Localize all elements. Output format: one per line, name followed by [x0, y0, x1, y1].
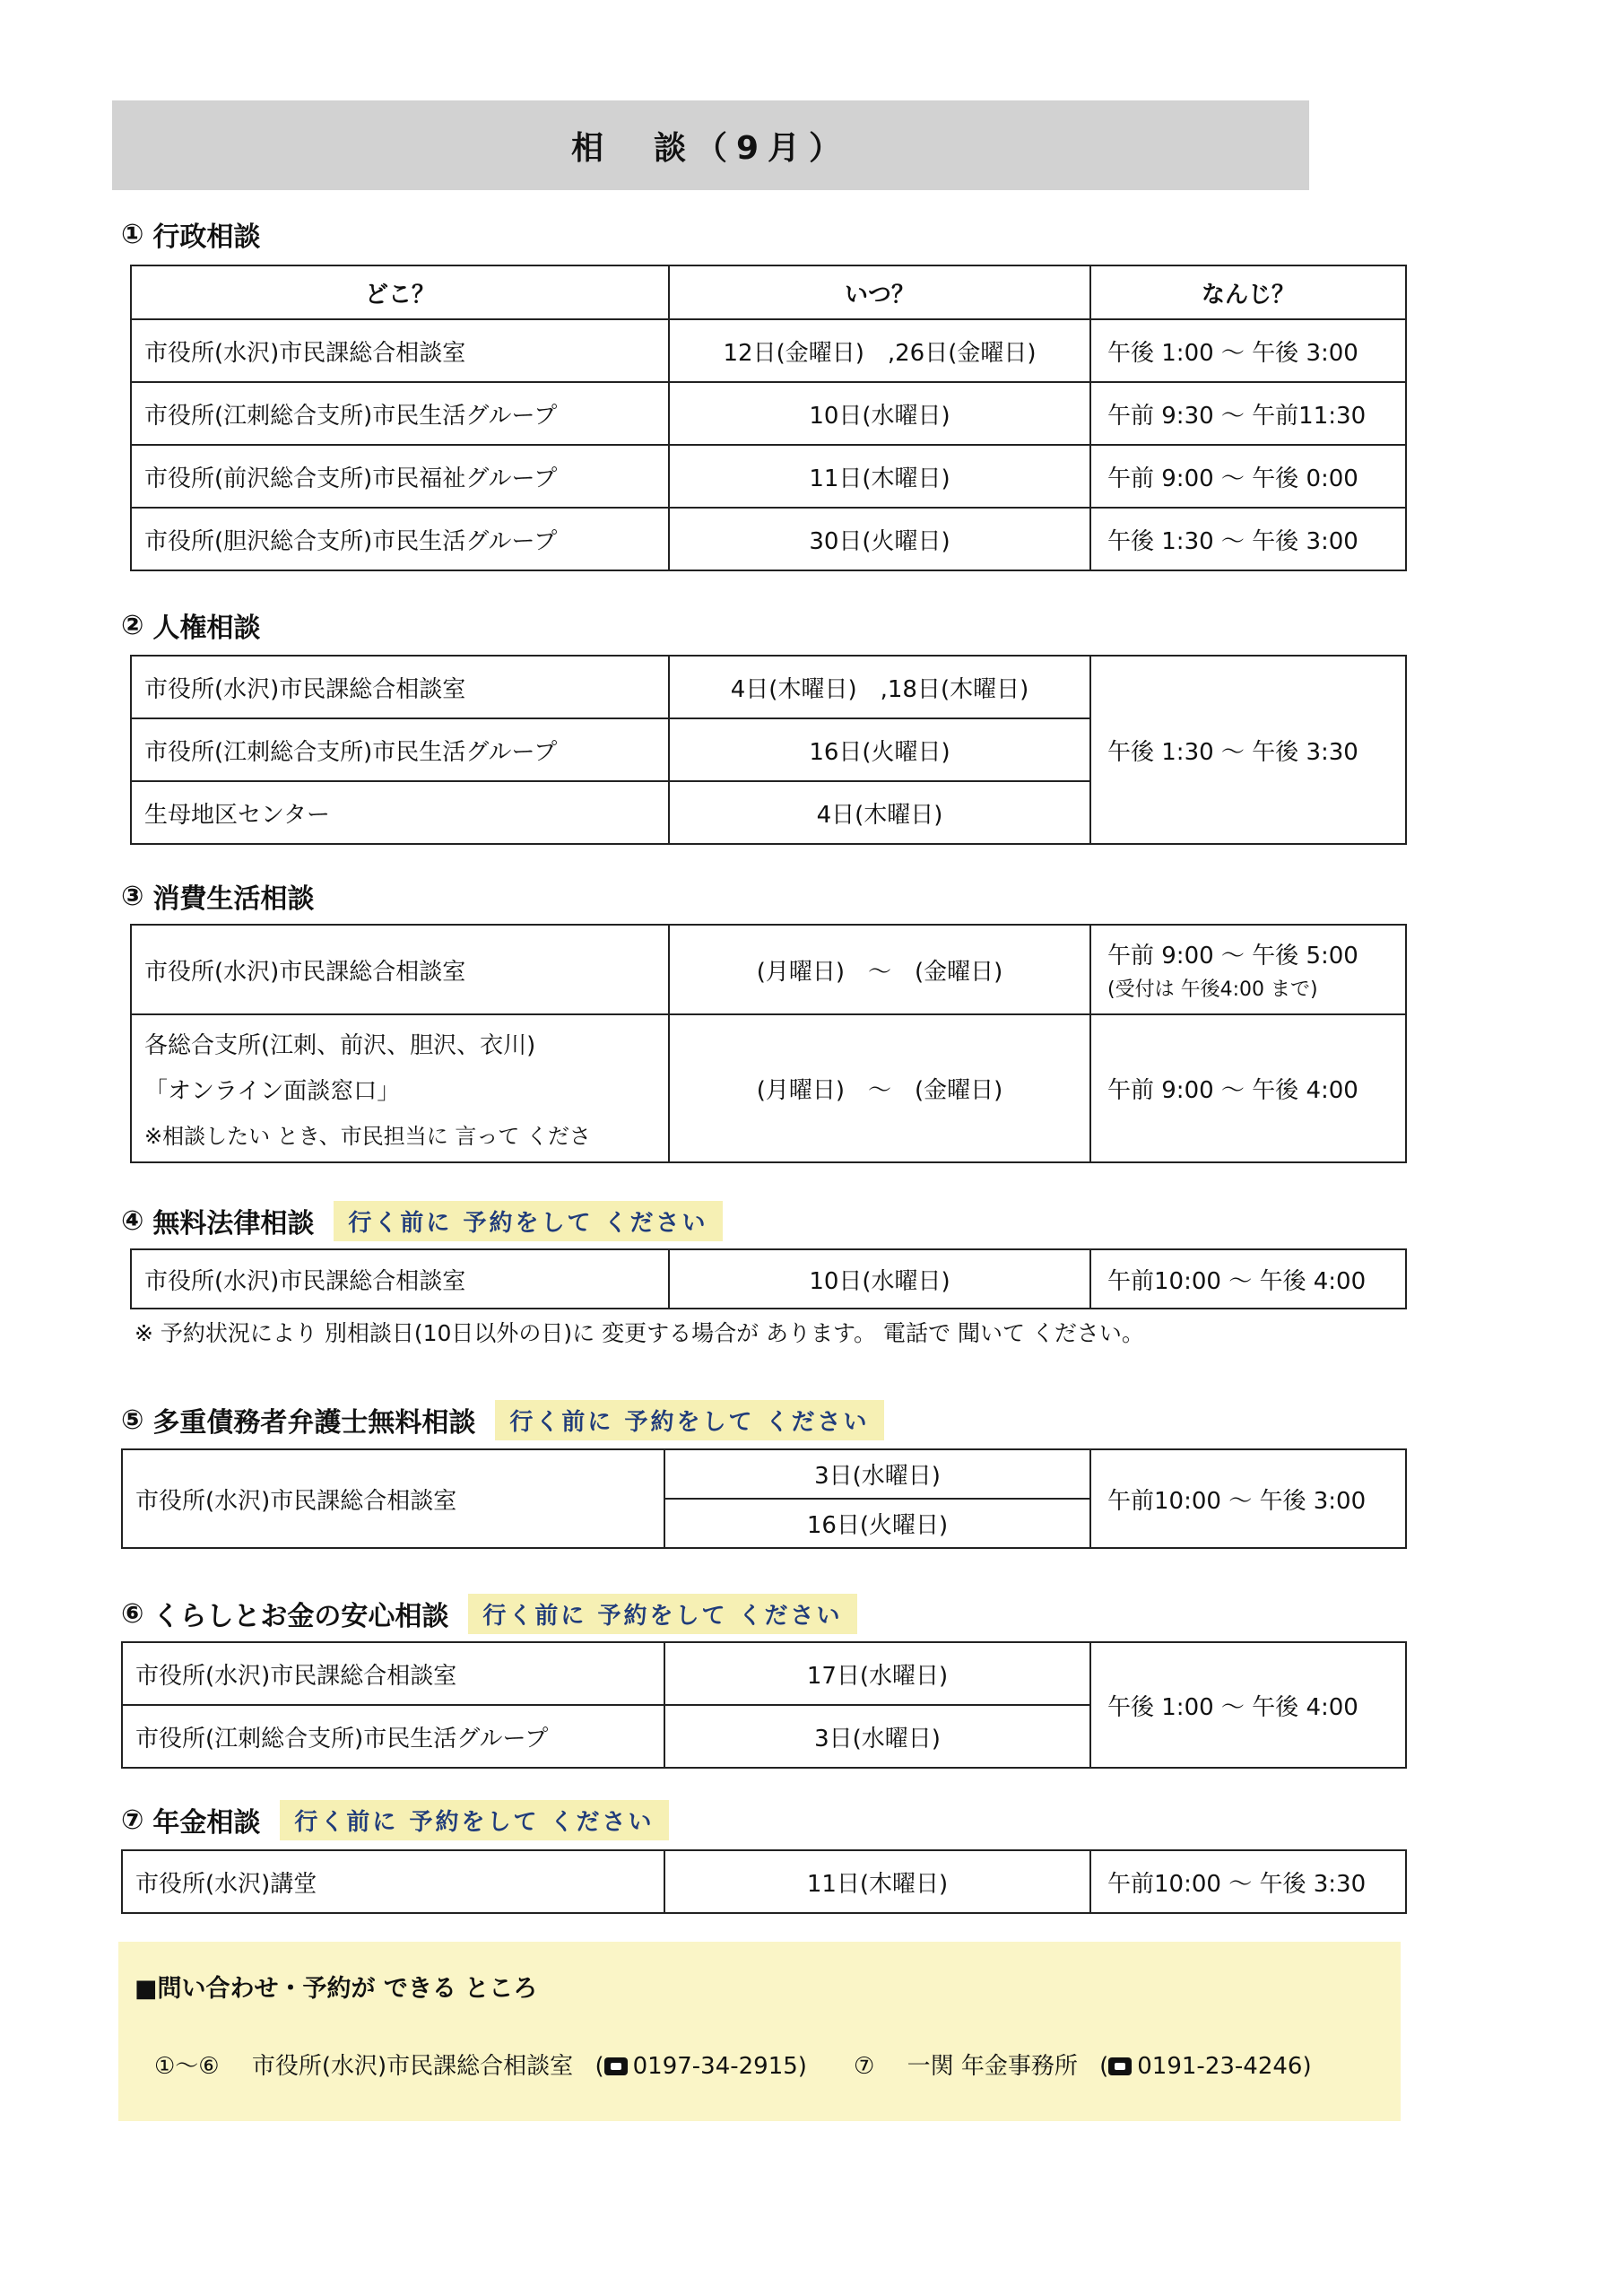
cell-when: 10日(水曜日) [669, 1249, 1090, 1309]
contact-title: ■問い合わせ・予約が できる ところ [135, 1975, 538, 2003]
cell-where [131, 1014, 669, 1162]
cell-where: 市役所(水沢)市民課総合相談室 [122, 1642, 664, 1705]
cell-time: 午前10:00 ～ 午後 3:00 [1090, 1449, 1406, 1548]
cell-when: 12日(金曜日) ,26日(金曜日) [669, 319, 1090, 382]
cell-when: (月曜日) ～ (金曜日) [669, 925, 1090, 1014]
cell-where: 市役所(江刺総合支所)市民生活グループ [131, 382, 669, 445]
cell-when: 30日(火曜日) [669, 508, 1090, 570]
table-row [131, 508, 1406, 570]
when-date: 3日(水曜日) [814, 1463, 941, 1490]
cell-when: 17日(水曜日) [664, 1642, 1090, 1705]
reservation-note: 行く前に 予約をして ください [468, 1594, 856, 1634]
header-time: なんじ？ [1090, 265, 1406, 319]
cell-time [1090, 925, 1406, 1014]
table-header [131, 265, 1406, 319]
title-banner [112, 100, 1309, 190]
section-number: ④ [121, 1205, 144, 1237]
table-row [131, 656, 1406, 718]
section-name: 人権相談 [152, 613, 261, 644]
section-number: ② [121, 609, 144, 641]
section-name: 行政相談 [152, 222, 261, 253]
section-title-3 [121, 877, 314, 915]
table-row [122, 1850, 1406, 1913]
table-row [122, 1449, 1406, 1548]
cell-time: 午前 9:00 ～ 午後 4:00 [1090, 1014, 1406, 1162]
table-row [131, 382, 1406, 445]
contact-place: 市役所(水沢)市民課総合相談室 [251, 2053, 574, 2080]
contact-phone-wrap: ( 0197-34-2915) [595, 2053, 807, 2080]
section-number: ③ [121, 880, 144, 912]
cell-time: 午後 1:30 ～ 午後 3:00 [1090, 508, 1406, 570]
contact-entry-2 [854, 2048, 1312, 2081]
section-name: 消費生活相談 [152, 883, 315, 915]
section-name: 多重債務者弁護士無料相談 [152, 1407, 476, 1439]
contact-phone-wrap: ( 0191-23-4246) [1099, 2053, 1312, 2080]
section-name: 年金相談 [152, 1807, 261, 1839]
cell-time: 午前 9:00 ～ 午後 0:00 [1090, 445, 1406, 508]
time-note: (受付は 午後4:00 まで) [1107, 978, 1318, 1001]
reservation-note: 行く前に 予約をして ください [280, 1800, 668, 1840]
section-name: 無料法律相談 [152, 1208, 315, 1239]
cell-time: 午前10:00 ～ 午後 4:00 [1090, 1249, 1406, 1309]
table-shohi [130, 924, 1407, 1163]
phone-icon [604, 2057, 628, 2075]
cell-when: 3日(水曜日) [664, 1705, 1090, 1768]
table-row [122, 1642, 1406, 1705]
cell-where: 市役所(江刺総合支所)市民生活グループ [131, 718, 669, 781]
table-kurashi [121, 1641, 1407, 1769]
section-number: ⑤ [121, 1404, 144, 1436]
page-title: 相 談（9月） [570, 129, 851, 167]
reservation-note: 行く前に 予約をして ください [334, 1201, 722, 1241]
cell-when: 11日(木曜日) [664, 1850, 1090, 1913]
contact-range: ⑦ [854, 2053, 875, 2080]
contact-place: 一関 年金事務所 [907, 2053, 1078, 2080]
when-date: 16日(火曜日) [665, 1498, 1089, 1547]
where-line: 「オンライン面談窓口」 [144, 1078, 401, 1105]
table-row [131, 1249, 1406, 1309]
table-jinken [130, 655, 1407, 845]
table-row [131, 1014, 1406, 1162]
cell-when: 4日(木曜日) ,18日(木曜日) [669, 656, 1090, 718]
cell-where: 市役所(水沢)市民課総合相談室 [122, 1449, 664, 1548]
phone-icon [1108, 2057, 1132, 2075]
section-title-5 [121, 1401, 884, 1439]
section-name: くらしとお金の安心相談 [152, 1601, 449, 1632]
section-number: ① [121, 218, 144, 250]
table-gyosei [130, 265, 1407, 571]
cell-where: 市役所(胆沢総合支所)市民生活グループ [131, 508, 669, 570]
cell-where: 市役所(江刺総合支所)市民生活グループ [122, 1705, 664, 1768]
cell-where: 生母地区センター [131, 781, 669, 844]
time-range: 午前 9:00 ～ 午後 5:00 [1107, 943, 1358, 970]
section-title-2 [121, 606, 260, 644]
contact-phone[interactable]: 0191-23-4246 [1137, 2053, 1303, 2080]
cell-where: 市役所(水沢)市民課総合相談室 [131, 319, 669, 382]
section-title-6 [121, 1595, 857, 1632]
where-note: ※相談したい とき、市民担当に 言って くださ [144, 1124, 592, 1149]
cell-time: 午後 1:00 ～ 午後 4:00 [1090, 1642, 1406, 1768]
footnote: ※ 予約状況により 別相談日(10日以外の日)に 変更する場合が あります。 電話で 聞いて ください。 [135, 1320, 1144, 1346]
table-horitsu [130, 1248, 1407, 1309]
cell-when: 11日(木曜日) [669, 445, 1090, 508]
cell-where: 市役所(水沢)講堂 [122, 1850, 664, 1913]
cell-where: 市役所(水沢)市民課総合相談室 [131, 656, 669, 718]
cell-where: 市役所(水沢)市民課総合相談室 [131, 1249, 669, 1309]
contact-phone[interactable]: 0197-34-2915 [632, 2053, 798, 2080]
cell-time: 午後 1:30 ～ 午後 3:30 [1090, 656, 1406, 844]
table-row [131, 925, 1406, 1014]
header-when: いつ？ [669, 265, 1090, 319]
section-number: ⑥ [121, 1597, 144, 1630]
cell-time: 午前10:00 ～ 午後 3:30 [1090, 1850, 1406, 1913]
section-number: ⑦ [121, 1804, 144, 1836]
table-saimu [121, 1448, 1407, 1549]
cell-when: (月曜日) ～ (金曜日) [669, 1014, 1090, 1162]
table-row [131, 319, 1406, 382]
header-where: どこ？ [131, 265, 669, 319]
section-title-7 [121, 1801, 669, 1839]
cell-time: 午後 1:00 ～ 午後 3:00 [1090, 319, 1406, 382]
reservation-note: 行く前に 予約をして ください [495, 1400, 883, 1440]
section-title-1 [121, 215, 260, 253]
where-line: 各総合支所(江刺、前沢、胆沢、衣川) [144, 1032, 536, 1059]
cell-time: 午前 9:30 ～ 午前11:30 [1090, 382, 1406, 445]
cell-when [664, 1449, 1090, 1548]
table-row [131, 445, 1406, 508]
cell-where: 市役所(前沢総合支所)市民福祉グループ [131, 445, 669, 508]
cell-when: 4日(木曜日) [669, 781, 1090, 844]
section-title-4 [121, 1202, 723, 1239]
cell-when: 10日(水曜日) [669, 382, 1090, 445]
cell-when: 16日(火曜日) [669, 718, 1090, 781]
table-nenkin [121, 1849, 1407, 1914]
contact-entry-1 [154, 2048, 807, 2081]
contact-box [118, 1942, 1401, 2121]
cell-where: 市役所(水沢)市民課総合相談室 [131, 925, 669, 1014]
contact-range: ①～⑥ [154, 2053, 220, 2080]
